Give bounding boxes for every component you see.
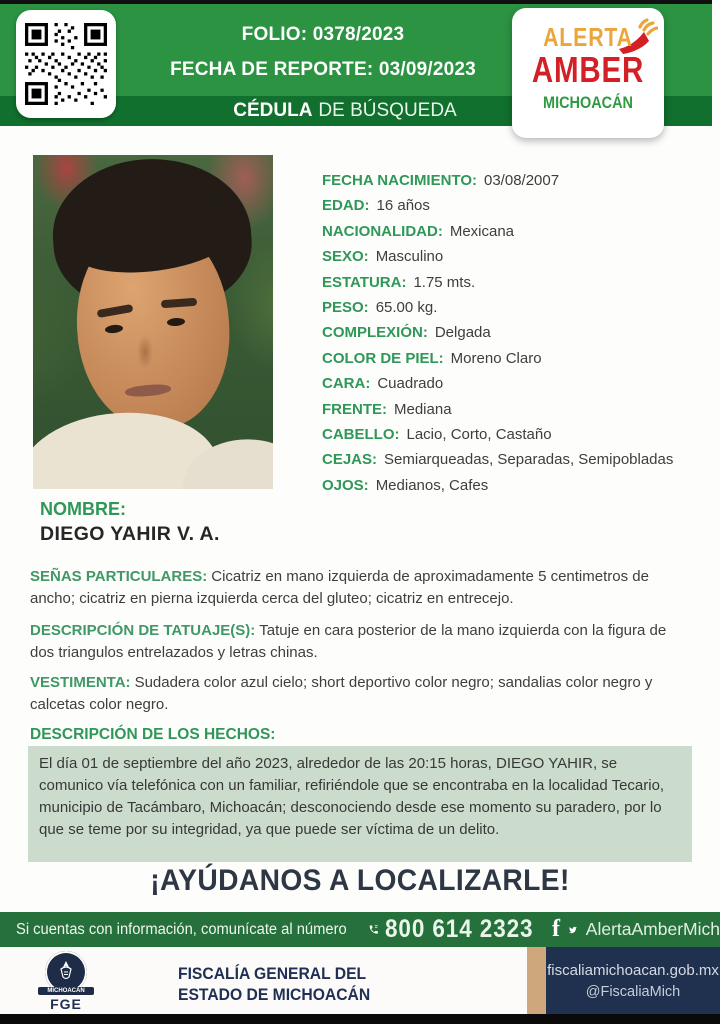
attribute-row (322, 173, 710, 188)
seal-crest-icon (55, 959, 77, 985)
attribute-value: Lacio, Corto, Castaño (406, 425, 552, 443)
attribute-label: ESTATURA: (322, 273, 407, 291)
attribute-value: Mediana (394, 400, 452, 418)
attribute-value: Medianos, Cafes (375, 476, 489, 494)
attribute-value: Delgada (434, 324, 491, 342)
logo-word-michoacan: MICHOACÁN (543, 93, 633, 112)
attribute-row (322, 478, 710, 493)
attribute-row (322, 402, 710, 417)
report-date: FECHA DE REPORTE: 03/09/2023 (170, 59, 476, 80)
section-label: VESTIMENTA: (30, 674, 131, 691)
agency-line2: ESTADO DE MICHOACÁN (178, 986, 371, 1004)
person-name: DIEGO YAHIR V. A. (40, 523, 220, 545)
agency-line1: FISCALÍA GENERAL DEL (178, 965, 367, 983)
section-senas (30, 566, 694, 609)
qr-code-icon (25, 20, 107, 108)
attribute-label: PESO: (322, 298, 369, 316)
phone-icon (368, 916, 379, 943)
attribute-value: Moreno Claro (450, 349, 542, 367)
attribute-value: Cuadrado (377, 375, 444, 393)
cedula-title-bold: CÉDULA (233, 100, 313, 121)
footer-links-panel (546, 947, 720, 1014)
folio-block (118, 24, 528, 81)
section-vestimenta (30, 672, 694, 715)
cedula-title-rest: DE BÚSQUEDA (318, 100, 457, 121)
help-banner: ¡AYÚDANOS A LOCALIZARLE! (150, 864, 570, 897)
attribute-label: COLOR DE PIEL: (322, 349, 444, 367)
footer-social-handle: @FiscaliaMich (585, 983, 681, 1000)
section-label: DESCRIPCIÓN DE TATUAJE(S): (30, 622, 256, 639)
attribute-list (322, 173, 710, 503)
attribute-label: COMPLEXIÓN: (322, 324, 428, 342)
folio-number: FOLIO: 0378/2023 (241, 24, 405, 45)
attribute-row (322, 325, 710, 340)
seal-region-label: MICHOACÁN (38, 987, 94, 995)
section-label: SEÑAS PARTICULARES: (30, 568, 208, 585)
contact-message: Si cuentas con información, comunícate al número (16, 920, 347, 938)
attribute-row (322, 300, 710, 315)
person-photo (33, 155, 273, 489)
attribute-row (322, 224, 710, 239)
attribute-label: SEXO: (322, 248, 369, 266)
facebook-icon: f (552, 916, 561, 942)
section-text: Sudadera color azul cielo; short deportivo color negro; sandalias color negro y calcetas color negro. (30, 674, 653, 713)
attribute-label: CABELLO: (322, 425, 400, 443)
attribute-value: 1.75 mts. (413, 273, 476, 291)
social-handle: AlertaAmberMich (585, 919, 720, 939)
alerta-amber-logo (512, 8, 664, 138)
hechos-text: El día 01 de septiembre del año 2023, alrededor de las 20:15 horas, DIEGO YAHIR, se comunico vía telefónica con un familiar, refiriéndole que se encontraba en la localidad Tecario, municipio de Tacámbaro, Michoacán; desconociendo desde ese momento su paradero, por lo que se teme por su integridad, ya que puede ser víctima de un delito. (28, 746, 692, 862)
attribute-label: NACIONALIDAD: (322, 222, 443, 240)
attribute-row (322, 275, 710, 290)
attribute-label: FRENTE: (322, 400, 387, 418)
hechos-label: DESCRIPCIÓN DE LOS HECHOS: (30, 726, 276, 743)
attribute-row (322, 427, 710, 442)
attribute-row (322, 452, 710, 467)
seal-acronym: FGE (50, 996, 82, 1012)
bottom-border (0, 1014, 720, 1024)
fge-seal (34, 951, 98, 1012)
photo-nose (137, 335, 153, 369)
attribute-label: FECHA NACIMIENTO: (322, 172, 477, 189)
attribute-label: OJOS: (322, 476, 369, 494)
attribute-label: CEJAS: (322, 451, 378, 469)
section-text: Cicatriz en mano izquierda de aproximadamente 5 centimetros de ancho; cicatriz en pierna izquierda cerca del gluteo; cicatriz en entrecejo. (30, 568, 649, 607)
attribute-value: 03/08/2007 (484, 172, 560, 189)
logo-word-alerta: ALERTA (543, 22, 633, 52)
footer-website: fiscaliamichoacan.gob.mx (547, 961, 719, 979)
attribute-label: EDAD: (322, 197, 370, 215)
twitter-icon (568, 918, 578, 942)
name-label: NOMBRE: (40, 499, 126, 519)
agency-name (178, 964, 370, 1006)
attribute-value: Semiarqueadas, Separadas, Semipobladas (384, 451, 674, 469)
logo-word-amber: AMBER (531, 49, 645, 90)
attribute-label: CARA: (322, 375, 371, 393)
attribute-value: Masculino (375, 248, 444, 266)
section-tatuajes (30, 620, 694, 663)
attribute-value: 65.00 kg. (375, 298, 438, 316)
contact-bar (0, 912, 720, 947)
attribute-row (322, 351, 710, 366)
attribute-value: Mexicana (449, 222, 515, 240)
attribute-row (322, 198, 710, 213)
attribute-value: 16 años (376, 197, 430, 215)
phone-number: 800 614 2323 (385, 915, 534, 943)
attribute-row (322, 376, 710, 391)
attribute-row (322, 249, 710, 264)
footer-accent-stripe (527, 947, 546, 1014)
section-text: Tatuje en cara posterior de la mano izquierda con la figura de dos triangulos entrelazados y letras chinas. (30, 622, 667, 661)
